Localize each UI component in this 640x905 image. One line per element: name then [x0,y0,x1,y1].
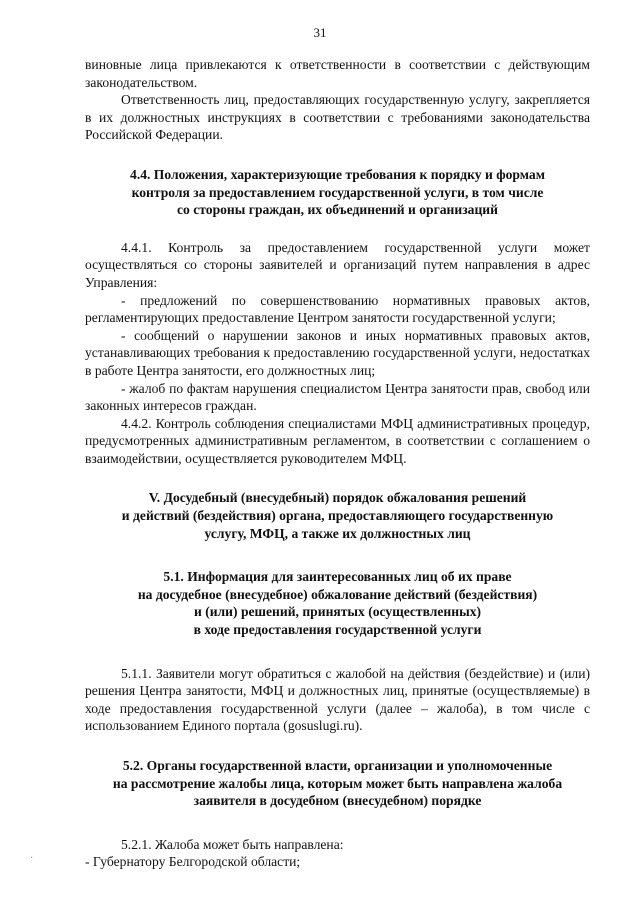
page-number: 31 [313,25,327,40]
paragraph: 4.4.2. Контроль соблюдения специалистами МФЦ административных процедур, предусмотренных административным регламентом, в соответствии с соглашением о взаимодействии, осуществляется руководителем МФЦ. [85,415,590,466]
paragraph: 4.4.1. Контроль за предоставлением государственной услуги может осуществляться со стороны заявителей и организаций путем направления в адрес Управления: [85,239,590,290]
document-body [85,56,590,871]
heading-line: 4.4. Положения, характеризующие требования к порядку и формам [130,166,545,182]
heading-line: V. Досудебный (внесудебный) порядок обжалования решений [148,490,527,506]
section-heading-5-1 [85,568,590,638]
paragraph: 5.1.1. Заявители могут обратиться с жалобой на действия (бездействие) и (или) решения Центра занятости, МФЦ и должностных лиц, принятые (осуществляемые) в ходе предоставления государственной услуги (далее – жалоба), в том числе с использованием Единого портала (gosuslugi.ru). [85,665,590,734]
list-item: - Губернатору Белгородской области; [85,854,301,870]
paragraph: Ответственность лиц, предоставляющих государственную услугу, закрепляется в их должностных инструкциях в соответствии с требованиями законодательства Российской Федерации. [85,92,590,143]
chapter-heading-v [85,489,590,542]
heading-line: в ходе предоставления государственной услуги [193,622,482,638]
scan-speck: · [30,853,34,864]
paragraph: 5.2.1. Жалоба может быть направлена: [121,836,344,852]
list-item: - предложений по совершенствованию нормативных правовых актов, регламентирующих предоставление Центром занятости государственной услуги; [85,292,590,326]
heading-line: на досудебное (внесудебное) обжалование действий (бездействия) [137,586,538,602]
heading-line: 5.2. Органы государственной власти, организации и уполномоченные [122,758,553,773]
section-heading-5-2 [85,757,590,810]
heading-line: заявителя в досудебном (внесудебном) порядке [193,793,482,809]
section-heading-4-4 [85,166,590,219]
heading-line: 5.1. Информация для заинтересованных лиц об их праве [163,569,512,585]
heading-line: на рассмотрение жалобы лица, которым может быть направлена жалоба [112,775,563,791]
heading-line: и (или) решений, принятых (осуществленных) [193,604,482,620]
paragraph: виновные лица привлекаются к ответственности в соответствии с действующим законодательством. [85,57,590,90]
list-item: - сообщений о нарушении законов и иных нормативных правовых актов, устанавливающих требования к предоставлению государственной услуги, недостатках в работе Центра занятости, его должностных лиц; [85,327,590,378]
heading-line: контроля за предоставлением государственной услуги, в том числе [131,184,544,200]
heading-line: и действий (бездействия) органа, предоставляющего государственную [121,508,554,524]
heading-line: со стороны граждан, их объединений и организаций [177,202,498,218]
heading-line: услугу, МФЦ, а также их должностных лиц [204,525,471,541]
list-item: - жалоб по фактам нарушения специалистом Центра занятости прав, свобод или законных интересов граждан. [85,380,590,414]
